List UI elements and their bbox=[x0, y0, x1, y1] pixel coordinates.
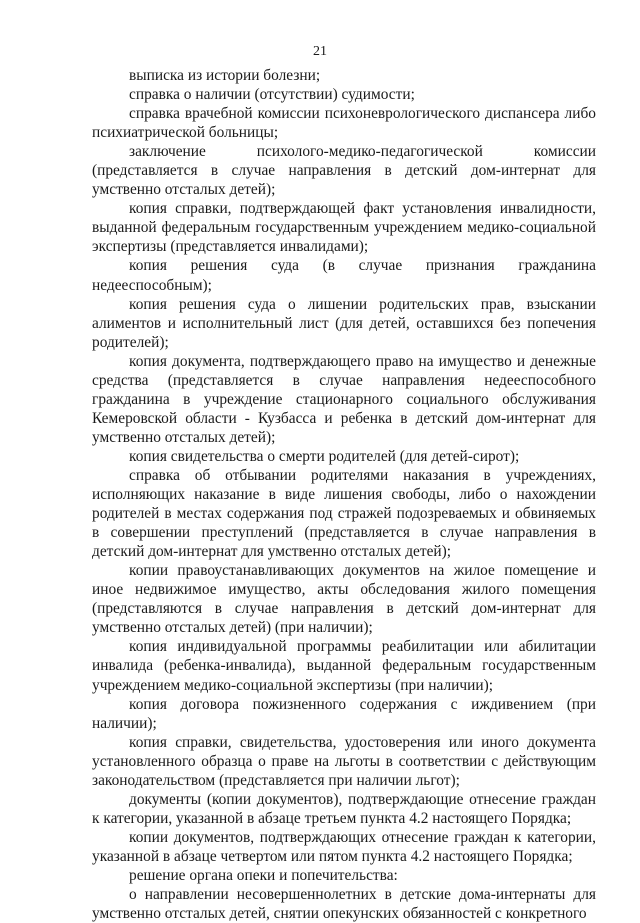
paragraph: документы (копии документов), подтверждающие отнесение граждан к категории, указанной в абзаце третьем пункта 4.2 настоящего Порядка; bbox=[92, 790, 596, 827]
paragraph: копия индивидуальной программы реабилитации или абилитации инвалида (ребенка-инвалида), выданной федеральным государственным учреждением медико-социальной экспертизы (при наличии); bbox=[92, 638, 596, 694]
paragraph: копия документа, подтверждающего право на имущество и денежные средства (представляется в случае направления недееспособного гражданина в учреждение стационарного социального обслуживания Кемеровской области - Кузбасса и ребенка в детский дом-интернат для умственно отсталых детей); bbox=[92, 352, 596, 446]
paragraph: о направлении несовершеннолетних в детские дома-интернаты для умственно отсталых детей, снятии опекунских обязанностей с конкретного bbox=[92, 886, 596, 923]
paragraph: заключение психолого-медико-педагогической комиссии (представляется в случае направления в детский дом-интернат для умственно отсталых детей); bbox=[92, 143, 596, 199]
paragraph: копия справки, свидетельства, удостоверения или иного документа установленного образца о праве на льготы в соответствии с действующим законодательством (представляется при наличии льгот); bbox=[92, 733, 596, 789]
paragraph: справка об отбывании родителями наказания в учреждениях, исполняющих наказание в виде лишения свободы, либо о нахождении родителей в местах содержания под стражей подозреваемых и обвиняемых в совершении преступлений (представляется в случае направления в детский дом-интернат для умственно отсталых детей); bbox=[92, 466, 596, 561]
paragraph: копия договора пожизненного содержания с иждивением (при наличии); bbox=[92, 695, 596, 732]
paragraph: копия свидетельства о смерти родителей (для детей-сирот); bbox=[129, 447, 520, 465]
paragraph: копии документов, подтверждающих отнесение граждан к категории, указанной в абзаце четвертом или пятом пункта 4.2 настоящего Порядка; bbox=[92, 828, 596, 865]
paragraph: копия справки, подтверждающей факт установления инвалидности, выданной федеральным государственным учреждением медико-социальной экспертизы (представляется инвалидами); bbox=[92, 200, 596, 256]
page-number: 21 bbox=[313, 44, 327, 59]
document-body bbox=[92, 66, 596, 923]
paragraph: справка врачебной комиссии психоневрологического диспансера либо психиатрической больницы; bbox=[92, 105, 596, 142]
paragraph: копия решения суда (в случае признания гражданина недееспособным); bbox=[92, 257, 596, 294]
paragraph: копия решения суда о лишении родительских прав, взыскании алиментов и исполнительный лист (для детей, оставшихся без попечения родителей); bbox=[92, 295, 596, 351]
paragraph: выписка из истории болезни; bbox=[129, 67, 321, 84]
paragraph: решение органа опеки и попечительства: bbox=[129, 866, 398, 884]
paragraph: справка о наличии (отсутствии) судимости; bbox=[129, 86, 415, 104]
paragraph: копии правоустанавливающих документов на жилое помещение и иное недвижимое имущество, акты обследования жилого помещения (представляются в случае направления в детский дом-интернат для умственно отсталых детей) (при наличии); bbox=[92, 562, 596, 637]
